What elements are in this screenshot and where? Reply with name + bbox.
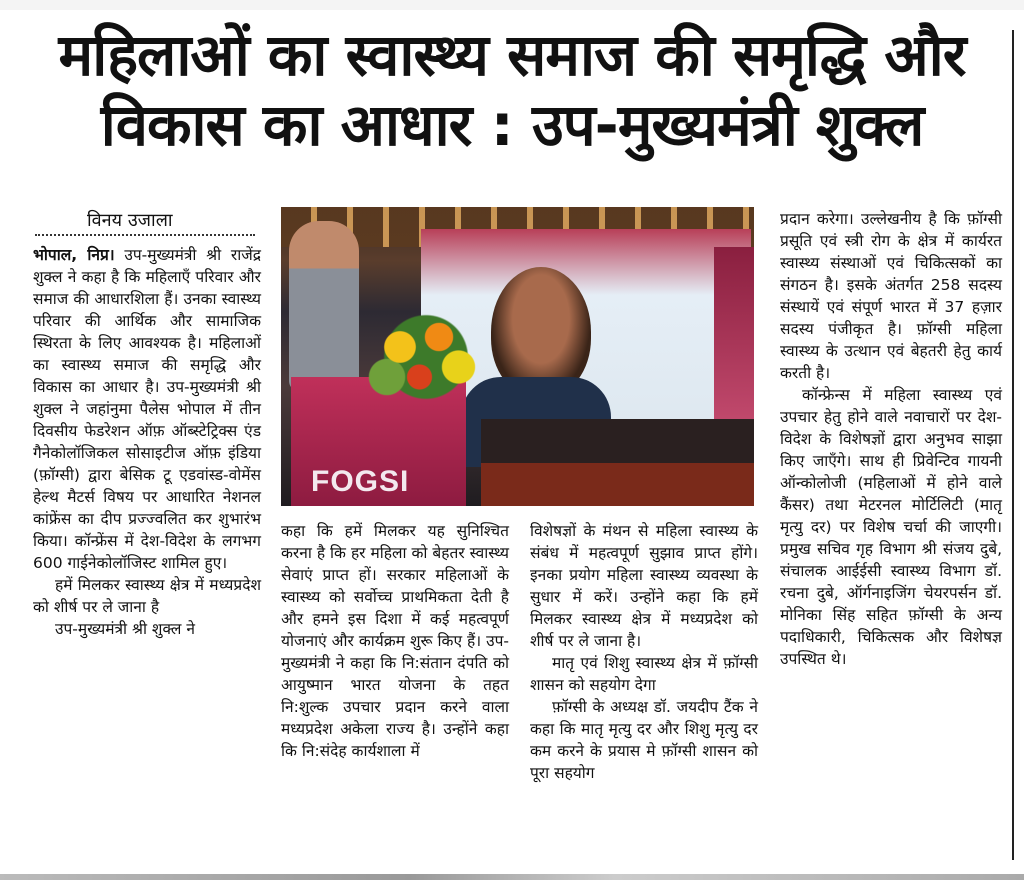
- headline: [30, 20, 994, 160]
- top-cut-edge: [0, 0, 1024, 10]
- article-column-4: [780, 208, 1002, 670]
- paragraph: फ़ॉग्सी के अध्यक्ष डॉ. जयदीप टैंक ने कहा कि मातृ मृत्यु दर और शिशु मृत्यु दर कम करने के प्रयास मे फ़ॉग्सी शासन को पूरा सहयोग: [530, 698, 758, 782]
- bottom-cut-edge: [0, 874, 1024, 880]
- headline-line-1: महिलाओं का स्वास्थ्य समाज की समृद्धि और: [58, 21, 966, 89]
- lead-text: उप-मुख्यमंत्री श्री राजेंद्र शुक्ल ने कहा है कि महिलाएँ परिवार और समाज की आधारशिला हैं। उनका स्वास्थ्य परिवार की आर्थिक और सामाजिक स्थिरता के लिए आवश्यक है। महिलाओं का स्वास्थ्य समाज की समृद्धि और विकास का आधार है। उप-मुख्यमंत्री श्री शुक्ल ने जहांनुमा पैलेस भोपाल में तीन दिवसीय फेडरेशन ऑफ़ ऑब्स्टेट्रिक्स एंड गैनेकोलॉजिकल सोसाइटीज ऑफ़ इंडिया (फ़ॉग्सी) द्वारा बेसिक टू एडवांस्ड-वोमेंस हेल्थ मैटर्स विषय पर आधारित नेशनल कांफ्रेंस का दीप प्रज्ज्वलित कर शुभारंभ किया। कॉन्फ्रेंस में देश-विदेश के लगभग 600 गाईनेकोलॉजिस्ट शामिल हुए।: [33, 246, 261, 572]
- subheading: हमें मिलकर स्वास्थ्य क्षेत्र में मध्यप्रदेश को शीर्ष पर ले जाना है: [33, 576, 261, 616]
- article-column-2: [281, 520, 509, 762]
- paragraph: कहा कि हमें मिलकर यह सुनिश्चित करना है कि हर महिला को बेहतर स्वास्थ्य सेवाएं प्राप्त हों। सरकार महिलाओं के स्वास्थ्य को सर्वोच्च प्राथमिकता देती है और हमने इस दिशा में कई महत्वपूर्ण योजनाएं और कार्यक्रम शुरू किए हैं। उप-मुख्यमंत्री ने कहा कि नि:संतान दंपति को आयुष्मान भारत योजना के तहत नि:शुल्क उपचार प्रदान करने वाला मध्यप्रदेश अकेला राज्य है। उन्होंने कहा कि नि:संदेह कार्यशाला में: [281, 522, 509, 760]
- adjacent-column-rule: [1012, 30, 1024, 860]
- subheading: मातृ एवं शिशु स्वास्थ्य क्षेत्र में फ़ॉग्सी शासन को सहयोग देगा: [530, 654, 758, 694]
- article-column-1: [33, 244, 261, 640]
- paragraph: कॉन्फ्रेन्स में महिला स्वास्थ्य एवं उपचार हेतु होने वाले नवाचारों पर देश-विदेश के विशेषज्ञों द्वारा अनुभव साझा किए जाएँगे। साथ ही प्रिवेन्टिव गायनी ऑन्कोलोजी (महिलाओं में होने वाले कैंसर) तथा मेटरनल मोर्टिलिटी (मातृ मृत्यु दर) पर विशेष चर्चा की जाएगी। प्रमुख सचिव गृह विभाग श्री संजय दुबे, संचालक आईईसी स्वास्थ्य विभाग डॉ. रचना दुबे, ऑर्गनाइजिंग चेयरपर्सन डॉ. मोनिका सिंह सहित फ़ॉग्सी के अन्य पदाधिकारी, चिकित्सक और विशेषज्ञ उपस्थित थे।: [780, 386, 1002, 668]
- byline: विनय उजाला: [35, 208, 255, 236]
- photo-speaker: [289, 221, 359, 391]
- headline-line-2: विकास का आधार : उप-मुख्यमंत्री शुक्ल: [100, 91, 924, 159]
- photo-dignitaries-panel: [481, 397, 754, 506]
- paragraph: प्रदान करेगा। उल्लेखनीय है कि फ़ॉग्सी प्रसूति एवं स्त्री रोग के क्षेत्र में कार्यरत स्वास्थ्य संस्थाओं एवं चिकित्सकों का संगठन है। इसके अंतर्गत 258 सदस्य संस्थायें एवं संपूर्ण भारत में 37 हज़ार सदस्य पंजीकृत है। फ़ॉग्सी महिला स्वास्थ्य के उत्थान एवं बेहतरी हेतु कार्य करती है।: [780, 210, 1002, 382]
- podium-logo-text: FOGSI: [311, 465, 410, 498]
- photo-flower-bouquet: [361, 307, 491, 407]
- paragraph: विशेषज्ञों के मंथन से महिला स्वास्थ्य के संबंध में महत्वपूर्ण सुझाव प्राप्त होंगे। इनका प्रयोग महिला स्वास्थ्य व्यवस्था के सुधार में करें। उन्होंने कहा कि हमें मिलकर स्वास्थ्य क्षेत्र में मध्यप्रदेश को शीर्ष पर ले जाना है।: [530, 522, 758, 650]
- dateline: भोपाल, निप्र।: [33, 246, 115, 264]
- event-photo: [281, 207, 754, 506]
- lead-paragraph: [33, 244, 261, 574]
- paragraph: उप-मुख्यमंत्री श्री शुक्ल ने: [55, 620, 195, 638]
- article-column-3: [530, 520, 758, 784]
